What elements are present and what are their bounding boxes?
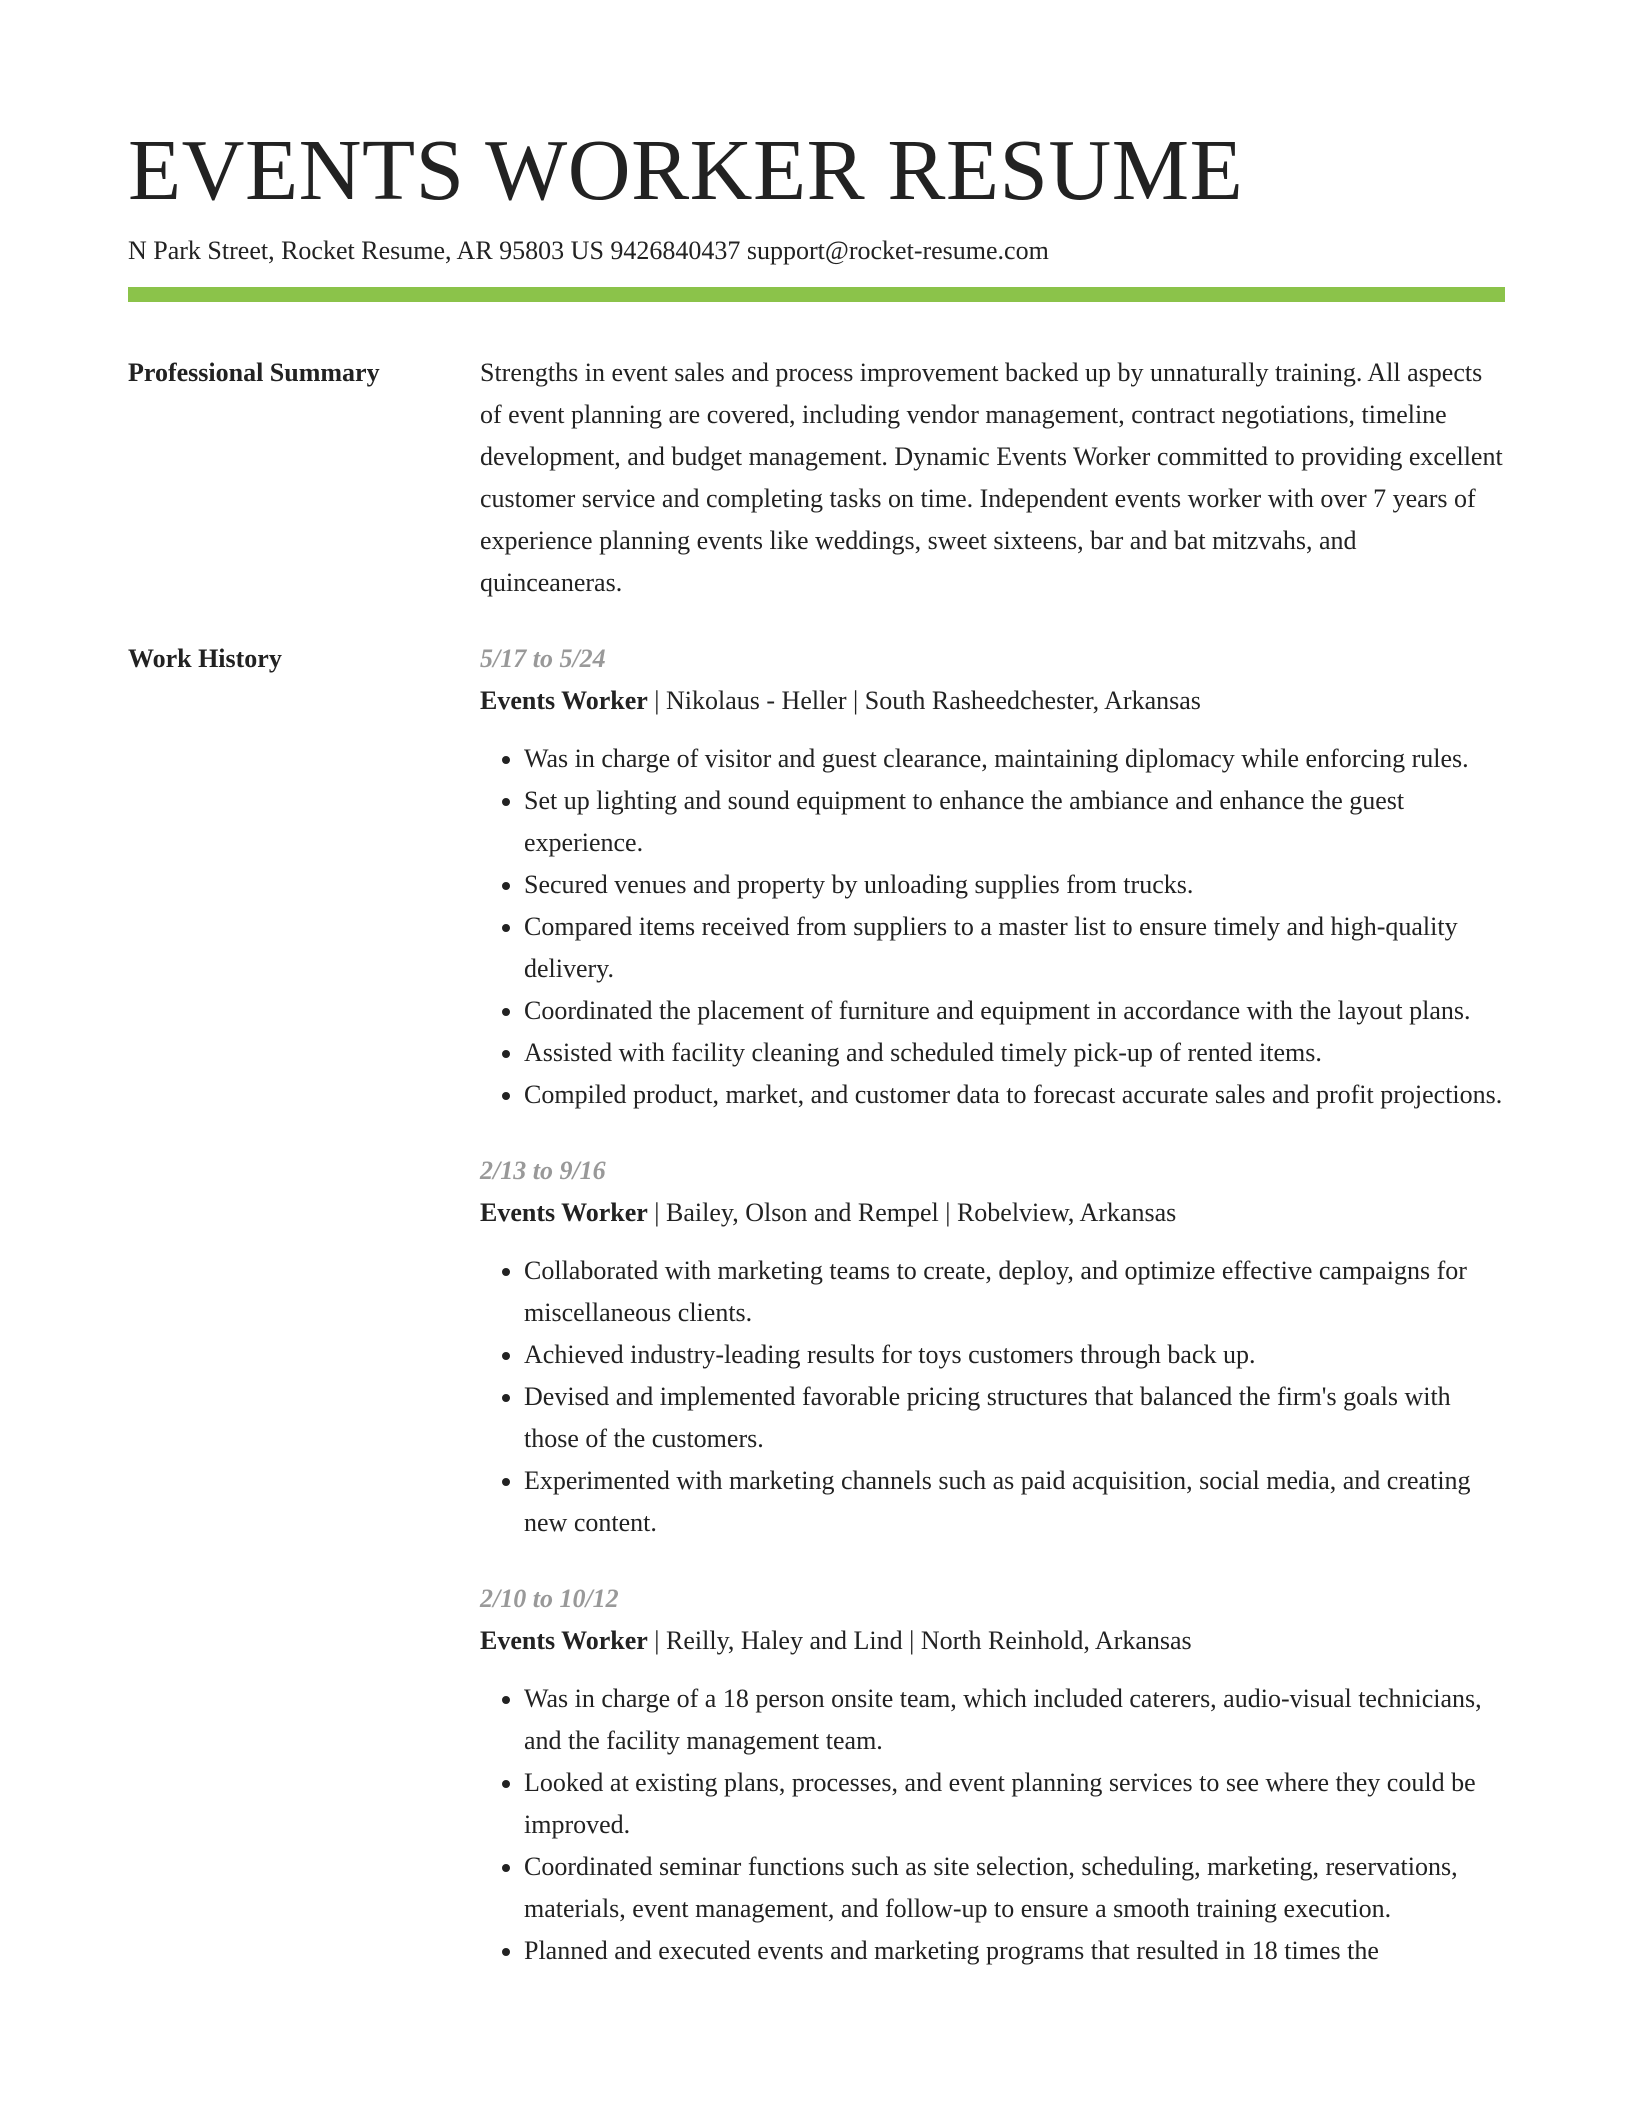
job-bullet-list xyxy=(480,1250,1505,1544)
work-history-label: Work History xyxy=(128,644,282,673)
job-bullet-list xyxy=(480,1678,1505,1972)
job-separator: | xyxy=(902,1626,921,1655)
job-bullet-item: • Looked at existing plans, processes, and event planning services to see where they could be improved. xyxy=(524,1762,1505,1846)
job-dates: 2/13 to 9/16 xyxy=(480,1156,606,1185)
job-location: South Rasheedchester, Arkansas xyxy=(864,686,1201,715)
job-separator: | xyxy=(647,686,667,715)
job-bullet-list xyxy=(480,738,1505,1116)
resume-title: EVENTS WORKER RESUME xyxy=(128,121,1244,218)
job-heading xyxy=(480,680,1505,722)
job-company: Bailey, Olson and Rempel xyxy=(666,1198,939,1227)
job-separator: | xyxy=(647,1626,667,1655)
job-bullet-item: • Assisted with facility cleaning and scheduled timely pick-up of rented items. xyxy=(524,1032,1505,1074)
job-entry xyxy=(480,1150,1505,1544)
work-history-section xyxy=(128,638,1505,2006)
work-history-body xyxy=(480,638,1505,2006)
job-dates: 5/17 to 5/24 xyxy=(480,644,606,673)
job-bullet-item: • Secured venues and property by unloading supplies from trucks. xyxy=(524,864,1505,906)
job-company: Nikolaus - Heller xyxy=(666,686,847,715)
job-location: North Reinhold, Arkansas xyxy=(920,1626,1192,1655)
job-entry xyxy=(480,1578,1505,1972)
job-title: Events Worker xyxy=(480,686,648,715)
job-dates: 2/10 to 10/12 xyxy=(480,1584,619,1613)
job-separator: | xyxy=(938,1198,957,1227)
contact-info: N Park Street, Rocket Resume, AR 95803 US 9426840437 support@rocket-resume.com xyxy=(128,236,1049,265)
professional-summary-body xyxy=(480,352,1505,604)
job-heading xyxy=(480,1620,1505,1662)
job-bullet-item: • Compared items received from suppliers to a master list to ensure timely and high-quality delivery. xyxy=(524,906,1505,990)
job-title: Events Worker xyxy=(480,1626,648,1655)
job-bullet-item: • Was in charge of a 18 person onsite team, which included caterers, audio-visual technicians, and the facility management team. xyxy=(524,1678,1505,1762)
header-divider xyxy=(128,287,1505,302)
job-bullet-item: • Collaborated with marketing teams to create, deploy, and optimize effective campaigns for miscellaneous clients. xyxy=(524,1250,1505,1334)
job-bullet-item: • Compiled product, market, and customer data to forecast accurate sales and profit projections. xyxy=(524,1074,1505,1116)
professional-summary-label: Professional Summary xyxy=(128,358,380,387)
job-entry xyxy=(480,638,1505,1116)
job-separator: | xyxy=(846,686,865,715)
job-location: Robelview, Arkansas xyxy=(956,1198,1177,1227)
job-title: Events Worker xyxy=(480,1198,648,1227)
job-company: Reilly, Haley and Lind xyxy=(666,1626,903,1655)
job-bullet-item: • Coordinated the placement of furniture and equipment in accordance with the layout plans. xyxy=(524,990,1505,1032)
job-bullet-item: • Experimented with marketing channels such as paid acquisition, social media, and creating new content. xyxy=(524,1460,1505,1544)
job-separator: | xyxy=(647,1198,667,1227)
job-bullet-item: • Devised and implemented favorable pricing structures that balanced the firm's goals with those of the customers. xyxy=(524,1376,1505,1460)
job-bullet-item: • Coordinated seminar functions such as site selection, scheduling, marketing, reservations, materials, event management, and follow-up to ensure a smooth training execution. xyxy=(524,1846,1505,1930)
professional-summary-text: Strengths in event sales and process improvement backed up by unnaturally training. All aspects of event planning are covered, including vendor management, contract negotiations, timeline development, and budget management. Dynamic Events Worker committed to providing excellent customer service and completing tasks on time. Independent events worker with over 7 years of experience planning events like weddings, sweet sixteens, bar and bat mitzvahs, and quinceaneras. xyxy=(480,358,1503,597)
job-heading xyxy=(480,1192,1505,1234)
job-bullet-item: • Set up lighting and sound equipment to enhance the ambiance and enhance the guest experience. xyxy=(524,780,1505,864)
resume-page xyxy=(128,0,1505,2006)
job-bullet-item: • Was in charge of visitor and guest clearance, maintaining diplomacy while enforcing rules. xyxy=(524,738,1505,780)
job-bullet-item: • Planned and executed events and marketing programs that resulted in 18 times the xyxy=(524,1930,1505,1972)
professional-summary-section xyxy=(128,352,1505,604)
job-bullet-item: • Achieved industry-leading results for toys customers through back up. xyxy=(524,1334,1505,1376)
